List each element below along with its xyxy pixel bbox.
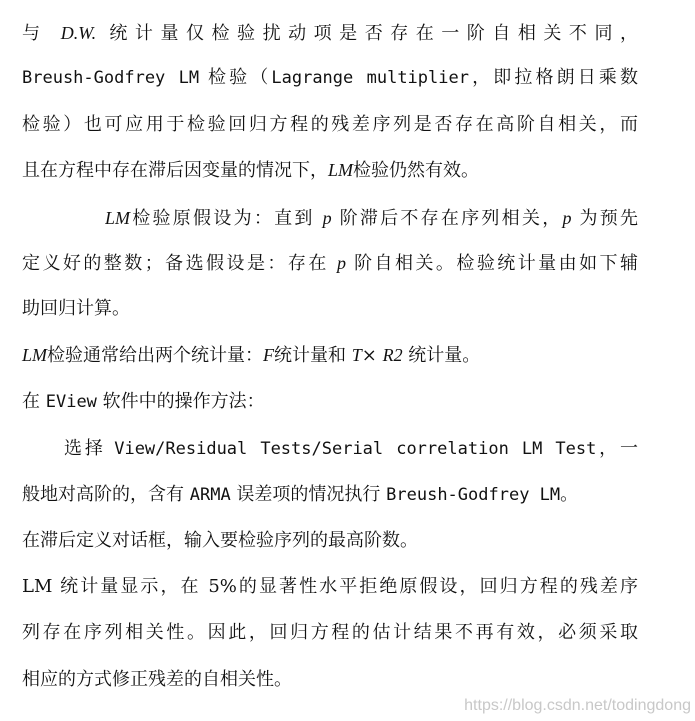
- text: 统计量和: [274, 345, 352, 366]
- text: 阶自相关。检验统计量由如下辅: [345, 253, 638, 274]
- text-line: 助回归计算。: [22, 298, 130, 319]
- text: Breush-Godfrey LM: [386, 485, 561, 505]
- text: 在: [22, 391, 46, 412]
- text: 与: [22, 23, 61, 44]
- p-italic: p: [336, 253, 346, 273]
- text: 阶滞后不存在序列相关，: [331, 208, 563, 229]
- f-italic: F: [263, 345, 275, 365]
- text-line: 列存在序列相关性。因此，回归方程的估计结果不再有效，必须采取: [22, 622, 638, 643]
- text-line: [22, 158, 479, 183]
- text-line: [22, 390, 265, 414]
- text: 软件中的操作方法：: [96, 391, 265, 412]
- text: 统计量。: [402, 345, 481, 366]
- text-line: [64, 437, 638, 461]
- text-line: 在滞后定义对话框，输入要检验序列的最高阶数。: [22, 530, 418, 551]
- t-italic: T: [351, 345, 362, 365]
- text-line: 相应的方式修正残差的自相关性。: [22, 669, 292, 690]
- text-line: [22, 251, 638, 275]
- text: ARMA: [189, 485, 231, 505]
- text: 定义好的整数；备选假设是：存在: [22, 253, 337, 274]
- text: EView: [45, 392, 97, 412]
- p-italic: p: [562, 208, 572, 228]
- text-line: [22, 483, 578, 507]
- text-line: 检验）也可应用于检验回归方程的残差序列是否存在高阶自相关，而: [22, 114, 638, 135]
- text-line: [22, 21, 638, 45]
- p-italic: p: [322, 208, 332, 228]
- text: 且在方程中存在滞后因变量的情况下，: [22, 160, 328, 181]
- text-line: [105, 206, 638, 230]
- lm-italic: LM: [22, 345, 48, 365]
- text: Breush-Godfrey LM: [22, 68, 200, 88]
- text: 统计量仅检验扰动项是否存在一阶自相关不同，: [96, 23, 638, 44]
- menu-path: View/Residual Tests/Serial correlation LM Test: [114, 439, 597, 459]
- text: 检验（: [199, 67, 272, 88]
- text-line: [22, 66, 638, 90]
- text: ，一: [596, 438, 638, 459]
- text: Lagrange multiplier: [271, 68, 469, 88]
- text: 检验原假设为：直到: [130, 208, 323, 229]
- text: 选择: [64, 438, 115, 459]
- text: 。: [560, 484, 579, 505]
- text: 误差项的情况执行: [230, 484, 387, 505]
- watermark: https://blog.csdn.net/todingdong: [464, 697, 691, 714]
- dw-statistic: D.W.: [60, 23, 97, 43]
- text: 为预先: [571, 208, 638, 229]
- text: 检验通常给出两个统计量：: [47, 345, 264, 366]
- text: 检验仍然有效。: [353, 160, 480, 181]
- text: ×: [361, 345, 383, 366]
- text-line: LM 统计量显示，在 5%的显著性水平拒绝原假设，回归方程的残差序: [22, 576, 638, 597]
- text-line: [22, 343, 480, 368]
- r2-italic: R2: [382, 345, 403, 365]
- text: ，即拉格朗日乘数: [468, 67, 638, 88]
- lm-italic: LM: [328, 160, 354, 180]
- lm-italic: LM: [105, 208, 131, 228]
- text: 般地对高阶的，含有: [22, 484, 190, 505]
